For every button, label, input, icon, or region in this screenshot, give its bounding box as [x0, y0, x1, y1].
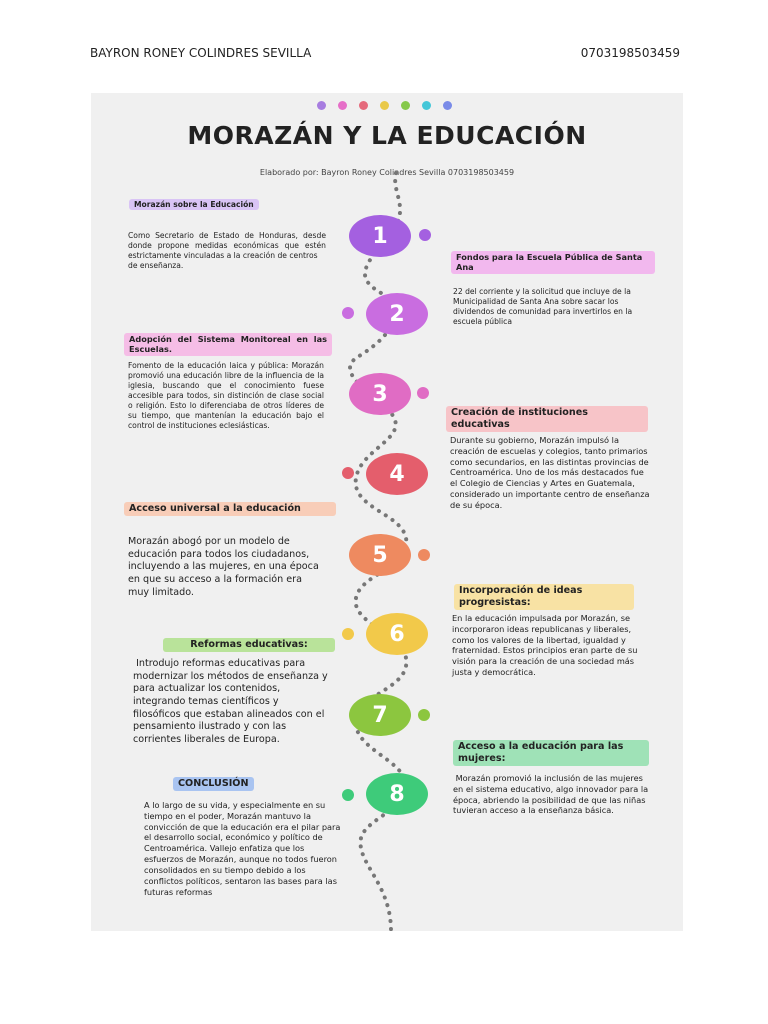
- heading-conclusion: CONCLUSIÓN: [173, 777, 254, 791]
- step-number: 8: [389, 781, 405, 807]
- body-reformas-educativas: Introdujo reformas educativas para modernizar los métodos de enseñanza y para actualizar los contenidos, integrando temas científicos y filosóficos que estaban alineados con el pensamiento ilustrado y con las corrientes liberales de Europa.: [133, 658, 331, 745]
- heading-fondos-santa-ana: Fondos para la Escuela Pública de Santa Ana: [451, 251, 655, 274]
- step-circle-7: [349, 694, 411, 736]
- heading-sistema-monitoreal: Adopción del Sistema Monitoreal en las Escuelas.: [124, 333, 332, 356]
- step-circle-3: [349, 373, 411, 415]
- heading-creacion-instituciones: Creación de instituciones educativas: [446, 406, 648, 432]
- heading-reformas-educativas: Reformas educativas:: [163, 638, 335, 652]
- body-morazan-educacion: Como Secretario de Estado de Honduras, desde donde propone medidas económicas que estén estrictamente vinculadas a la creación de centros de enseñanza.: [128, 231, 326, 271]
- body-conclusion: A lo largo de su vida, y especialmente en su tiempo en el poder, Morazán mantuvo la convicción de que la educación era el pilar para el desarrollo social, económico y político de Centroamérica. Vallejo enfatiza que los esfuerzos de Morazán, aunque no todos fueron consolidados en su tiempo debido a los conflictos políticos, sentaron las bases para las futuras reformas: [144, 800, 341, 897]
- step-number: 6: [389, 621, 405, 647]
- step-number: 2: [389, 301, 405, 327]
- author-id: 0703198503459: [580, 46, 680, 60]
- author-name: BAYRON RONEY COLINDRES SEVILLA: [90, 46, 312, 60]
- step-circle-8: [366, 773, 428, 815]
- step-number: 3: [372, 381, 388, 407]
- body-acceso-mujeres: Morazán promovió la inclusión de las mujeres en el sistema educativo, algo innovador para la época, abriendo la posibilidad de que las niñas tuvieran acceso a la enseñanza básica.: [453, 773, 651, 816]
- step-circle-6: [366, 613, 428, 655]
- heading-acceso-universal: Acceso universal a la educación: [124, 502, 336, 516]
- document-header: [90, 46, 680, 66]
- heading-acceso-mujeres: Acceso a la educación para las mujeres:: [453, 740, 649, 766]
- step-circle-2: [366, 293, 428, 335]
- step-number: 4: [389, 461, 405, 487]
- heading-morazan-educacion: Morazán sobre la Educación: [129, 199, 259, 210]
- body-sistema-monitoreal: Fomento de la educación laica y pública: Morazán promovió una educación libre de la influencia de la iglesia, buscando que el conocimiento fuese accesible para todos, sin distinción de clase social o religión. Esto lo diferenciaba de otros líderes de su tiempo, que mantenían la educación bajo el control de instituciones eclesiásticas.: [128, 361, 324, 431]
- body-fondos-santa-ana: 22 del corriente y la solicitud que incluye de la Municipalidad de Santa Ana sobre sacar los dividendos de comunidad para invertirlos en la escuela pública: [453, 287, 633, 327]
- heading-ideas-progresistas: Incorporación de ideas progresistas:: [454, 584, 634, 610]
- body-acceso-universal: Morazán abogó por un modelo de educación para todos los ciudadanos, incluyendo a las mujeres, en una época en que su acceso a la formación era muy limitado.: [128, 536, 319, 598]
- step-number: 5: [372, 542, 388, 568]
- step-number: 7: [372, 702, 388, 728]
- poster-byline: Elaborado por: Bayron Roney Colindres Sevilla 0703198503459: [259, 168, 515, 177]
- step-circle-1: [349, 215, 411, 257]
- body-creacion-instituciones: Durante su gobierno, Morazán impulsó la creación de escuelas y colegios, tanto primarios como secundarios, en las distintas provincias de Centroamérica. Uno de los más destacados fue el Colegio de Ciencias y Artes en Guatemala, considerado un importante centro de enseñanza de su época.: [450, 435, 650, 510]
- body-ideas-progresistas: En la educación impulsada por Morazán, se incorporaron ideas republicanas y liberales, como los valores de la libertad, igualdad y fraternidad. Estos principios eran parte de su visión para la creación de una sociedad más justa y democrática.: [452, 613, 638, 678]
- poster-title: MORAZÁN Y LA EDUCACIÓN: [187, 121, 587, 150]
- step-number: 1: [372, 223, 388, 249]
- step-circle-4: [366, 453, 428, 495]
- step-circle-5: [349, 534, 411, 576]
- infographic-poster: [91, 93, 683, 931]
